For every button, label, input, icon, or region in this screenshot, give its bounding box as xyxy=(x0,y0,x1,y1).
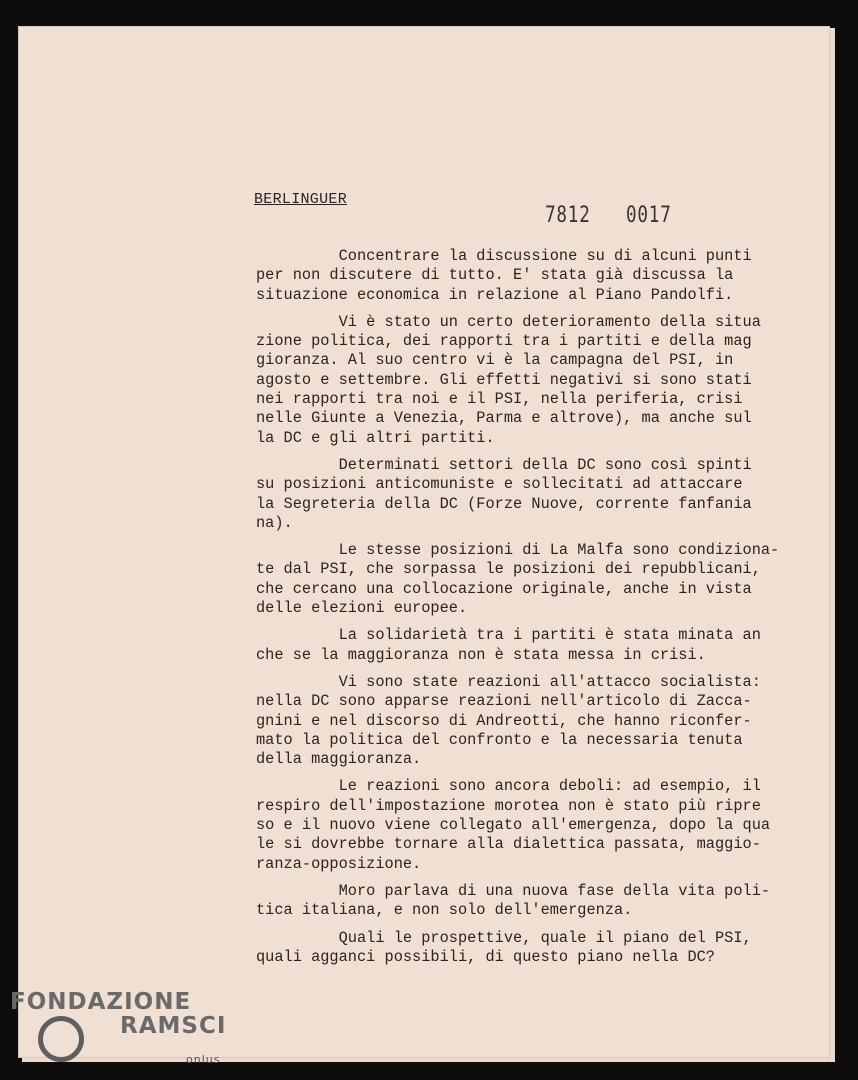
fondazione-gramsci-watermark xyxy=(10,989,227,1066)
paragraph: Le stesse posizioni di La Malfa sono condiziona- te dal PSI, che sorpassa le posizioni dei repubblicani, che cercano una collocazione originale, anche in vista delle elezioni europee. xyxy=(256,541,780,618)
paragraph: Vi sono state reazioni all'attacco socialista: nella DC sono apparse reazioni nell'articolo di Zacca- gnini e nel discorso di Andreotti, che hanno riconfer- mato la politica del confronto e la necessaria tenuta della maggioranza. xyxy=(256,672,761,769)
watermark-line1: FONDAZIONE xyxy=(10,989,192,1015)
paragraph: Concentrare la discussione su di alcuni punti per non discutere di tutto. E' stata già discussa la situazione economica in relazione al Piano Pandolfi. xyxy=(256,247,752,304)
stamp-number: 7812 xyxy=(545,203,591,228)
watermark-g-icon xyxy=(38,1016,84,1062)
document-body xyxy=(256,247,816,975)
paragraph: Quali le prospettive, quale il piano del PSI, quali agganci possibili, di questo piano nella DC? xyxy=(256,928,752,966)
paragraph: Determinati settori della DC sono così spinti su posizioni anticomuniste e sollecitati ad attaccare la Segreteria della DC (Forze Nuove, corrente fanfania na). xyxy=(256,455,752,532)
paragraph: Moro parlava di una nuova fase della vita poli- tica italiana, e non solo dell'emergenza. xyxy=(256,881,771,920)
paragraph: Le reazioni sono ancora deboli: ad esempio, il respiro dell'impostazione morotea non è stato più ripre so e il nuovo viene collegato all'emergenza, dopo la qua le si dovrebbe tornare alla dialettica passata, maggio- ranza-opposizione. xyxy=(256,777,771,873)
stamp-page: 0017 xyxy=(626,203,672,228)
document-heading: BERLINGUER xyxy=(254,191,348,208)
watermark-line2: RAMSCI xyxy=(120,1013,227,1039)
paragraph: La solidarietà tra i partiti è stata minata an che se la maggioranza non è stata messa in crisi. xyxy=(256,626,761,664)
watermark-suffix: onlus xyxy=(186,1053,221,1066)
paragraph: Vi è stato un certo deterioramento della situa zione politica, dei rapporti tra i partiti e della mag gioranza. Al suo centro vi è la campagna del PSI, in agosto e settembre. Gli effetti negativi si sono stati nei rapporti tra noi e il PSI, nella periferia, crisi nelle Giunte a Venezia, Parma e altrove), ma anche sul la DC e gli altri partiti. xyxy=(256,312,761,447)
